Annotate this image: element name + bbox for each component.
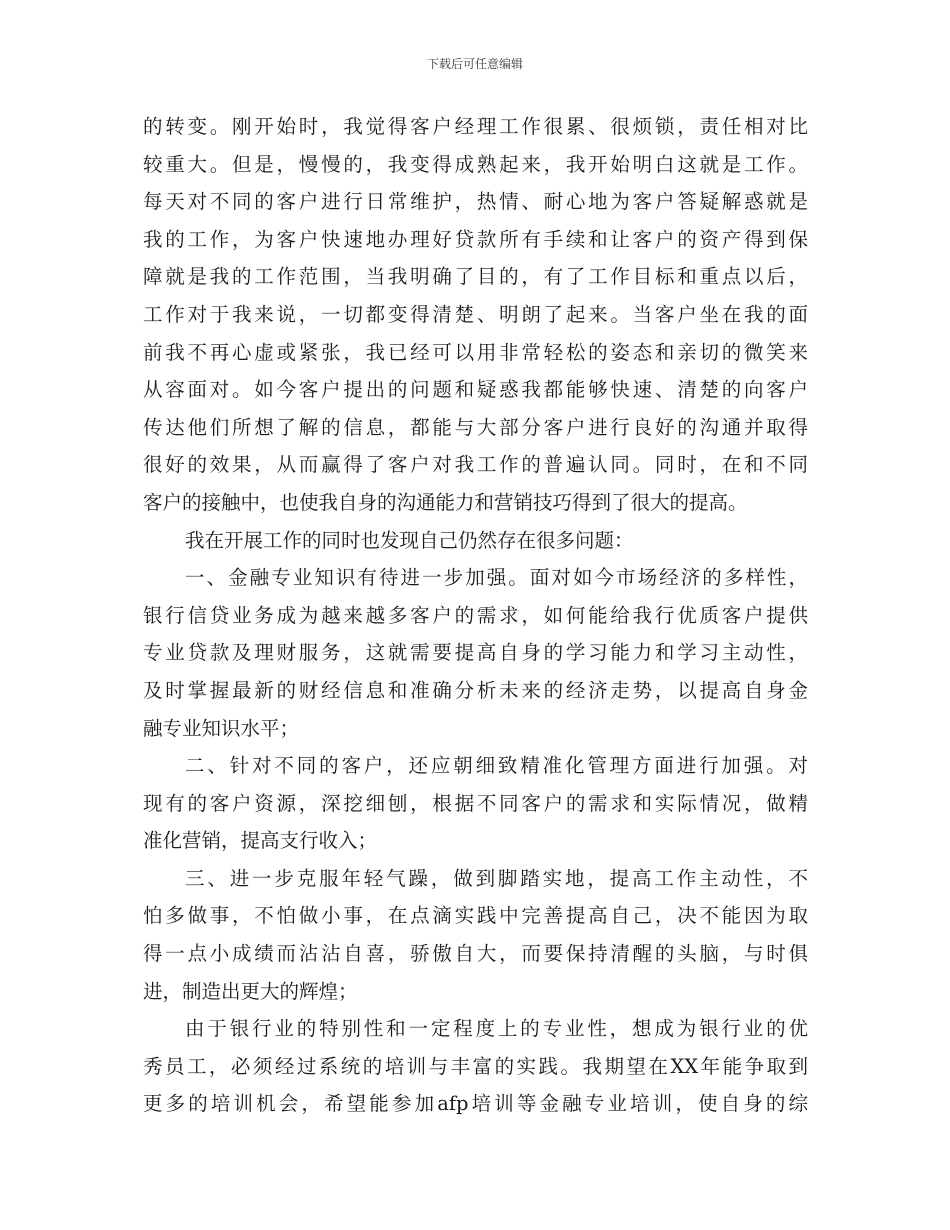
text-line: 进，制造出更大的辉煌； bbox=[143, 979, 358, 1003]
text-line: 传达他们所想了解的信息，都能与大部分客户进行良好的沟通并取得 bbox=[143, 415, 808, 439]
text-line: 三、进一步克服年轻气躁，做到脚踏实地，提高工作主动性，不 bbox=[185, 866, 808, 890]
text-line: 很好的效果，从而赢得了客户对我工作的普遍认同。同时，在和不同 bbox=[143, 453, 808, 477]
text-line: 由于银行业的特别性和一定程度上的专业性，想成为银行业的优 bbox=[185, 1017, 808, 1041]
text-line: 二、针对不同的客户，还应朝细致精准化管理方面进行加强。对 bbox=[185, 754, 808, 778]
text-line: 准化营销，提高支行收入； bbox=[143, 829, 378, 853]
text-line: 怕多做事，不怕做小事，在点滴实践中完善提高自己，决不能因为取 bbox=[143, 904, 808, 928]
text-line: 我的工作，为客户快速地办理好贷款所有手续和让客户的资产得到保 bbox=[143, 227, 808, 251]
text-line: 秀员工，必须经过系统的培训与丰富的实践。我期望在XX年能争取到 bbox=[143, 1054, 808, 1078]
text-line: 得一点小成绩而沾沾自喜，骄傲自大，而要保持清醒的头脑，与时俱 bbox=[143, 942, 808, 966]
text-line: 障就是我的工作范围，当我明确了目的，有了工作目标和重点以后， bbox=[143, 265, 808, 289]
text-line: 融专业知识水平； bbox=[143, 716, 300, 740]
text-line: 银行信贷业务成为越来越多客户的需求，如何能给我行优质客户提供 bbox=[143, 603, 808, 627]
text-line: 一、金融专业知识有待进一步加强。面对如今市场经济的多样性， bbox=[185, 566, 808, 590]
text-line: 我在开展工作的同时也发现自己仍然存在很多问题： bbox=[185, 528, 634, 552]
text-line: 及时掌握最新的财经信息和准确分析未来的经济走势，以提高自身金 bbox=[143, 678, 808, 702]
text-line: 现有的客户资源，深挖细刨，根据不同客户的需求和实际情况，做精 bbox=[143, 791, 808, 815]
text-line: 专业贷款及理财服务，这就需要提高自身的学习能力和学习主动性， bbox=[143, 641, 808, 665]
text-line: 的转变。刚开始时，我觉得客户经理工作很累、很烦锁，责任相对比 bbox=[143, 115, 808, 138]
text-line: 前我不再心虚或紧张，我已经可以用非常轻松的姿态和亲切的微笑来 bbox=[143, 340, 808, 364]
text-line: 更多的培训机会，希望能参加afp培训等金融专业培训，使自身的综 bbox=[143, 1092, 808, 1116]
text-line: 每天对不同的客户进行日常维护，热情、耐心地为客户答疑解惑就是 bbox=[143, 190, 808, 214]
page-header: 下载后可任意编辑 bbox=[426, 57, 523, 71]
text-line: 工作对于我来说，一切都变得清楚、明朗了起来。当客户坐在我的面 bbox=[143, 302, 808, 326]
document-body bbox=[143, 108, 808, 1123]
text-line: 从容面对。如今客户提出的问题和疑惑我都能够快速、清楚的向客户 bbox=[143, 378, 808, 402]
text-line: 客户的接触中，也使我自身的沟通能力和营销技巧得到了很大的提高。 bbox=[143, 490, 748, 514]
text-line: 较重大。但是，慢慢的，我变得成熟起来，我开始明白这就是工作。 bbox=[143, 152, 808, 176]
